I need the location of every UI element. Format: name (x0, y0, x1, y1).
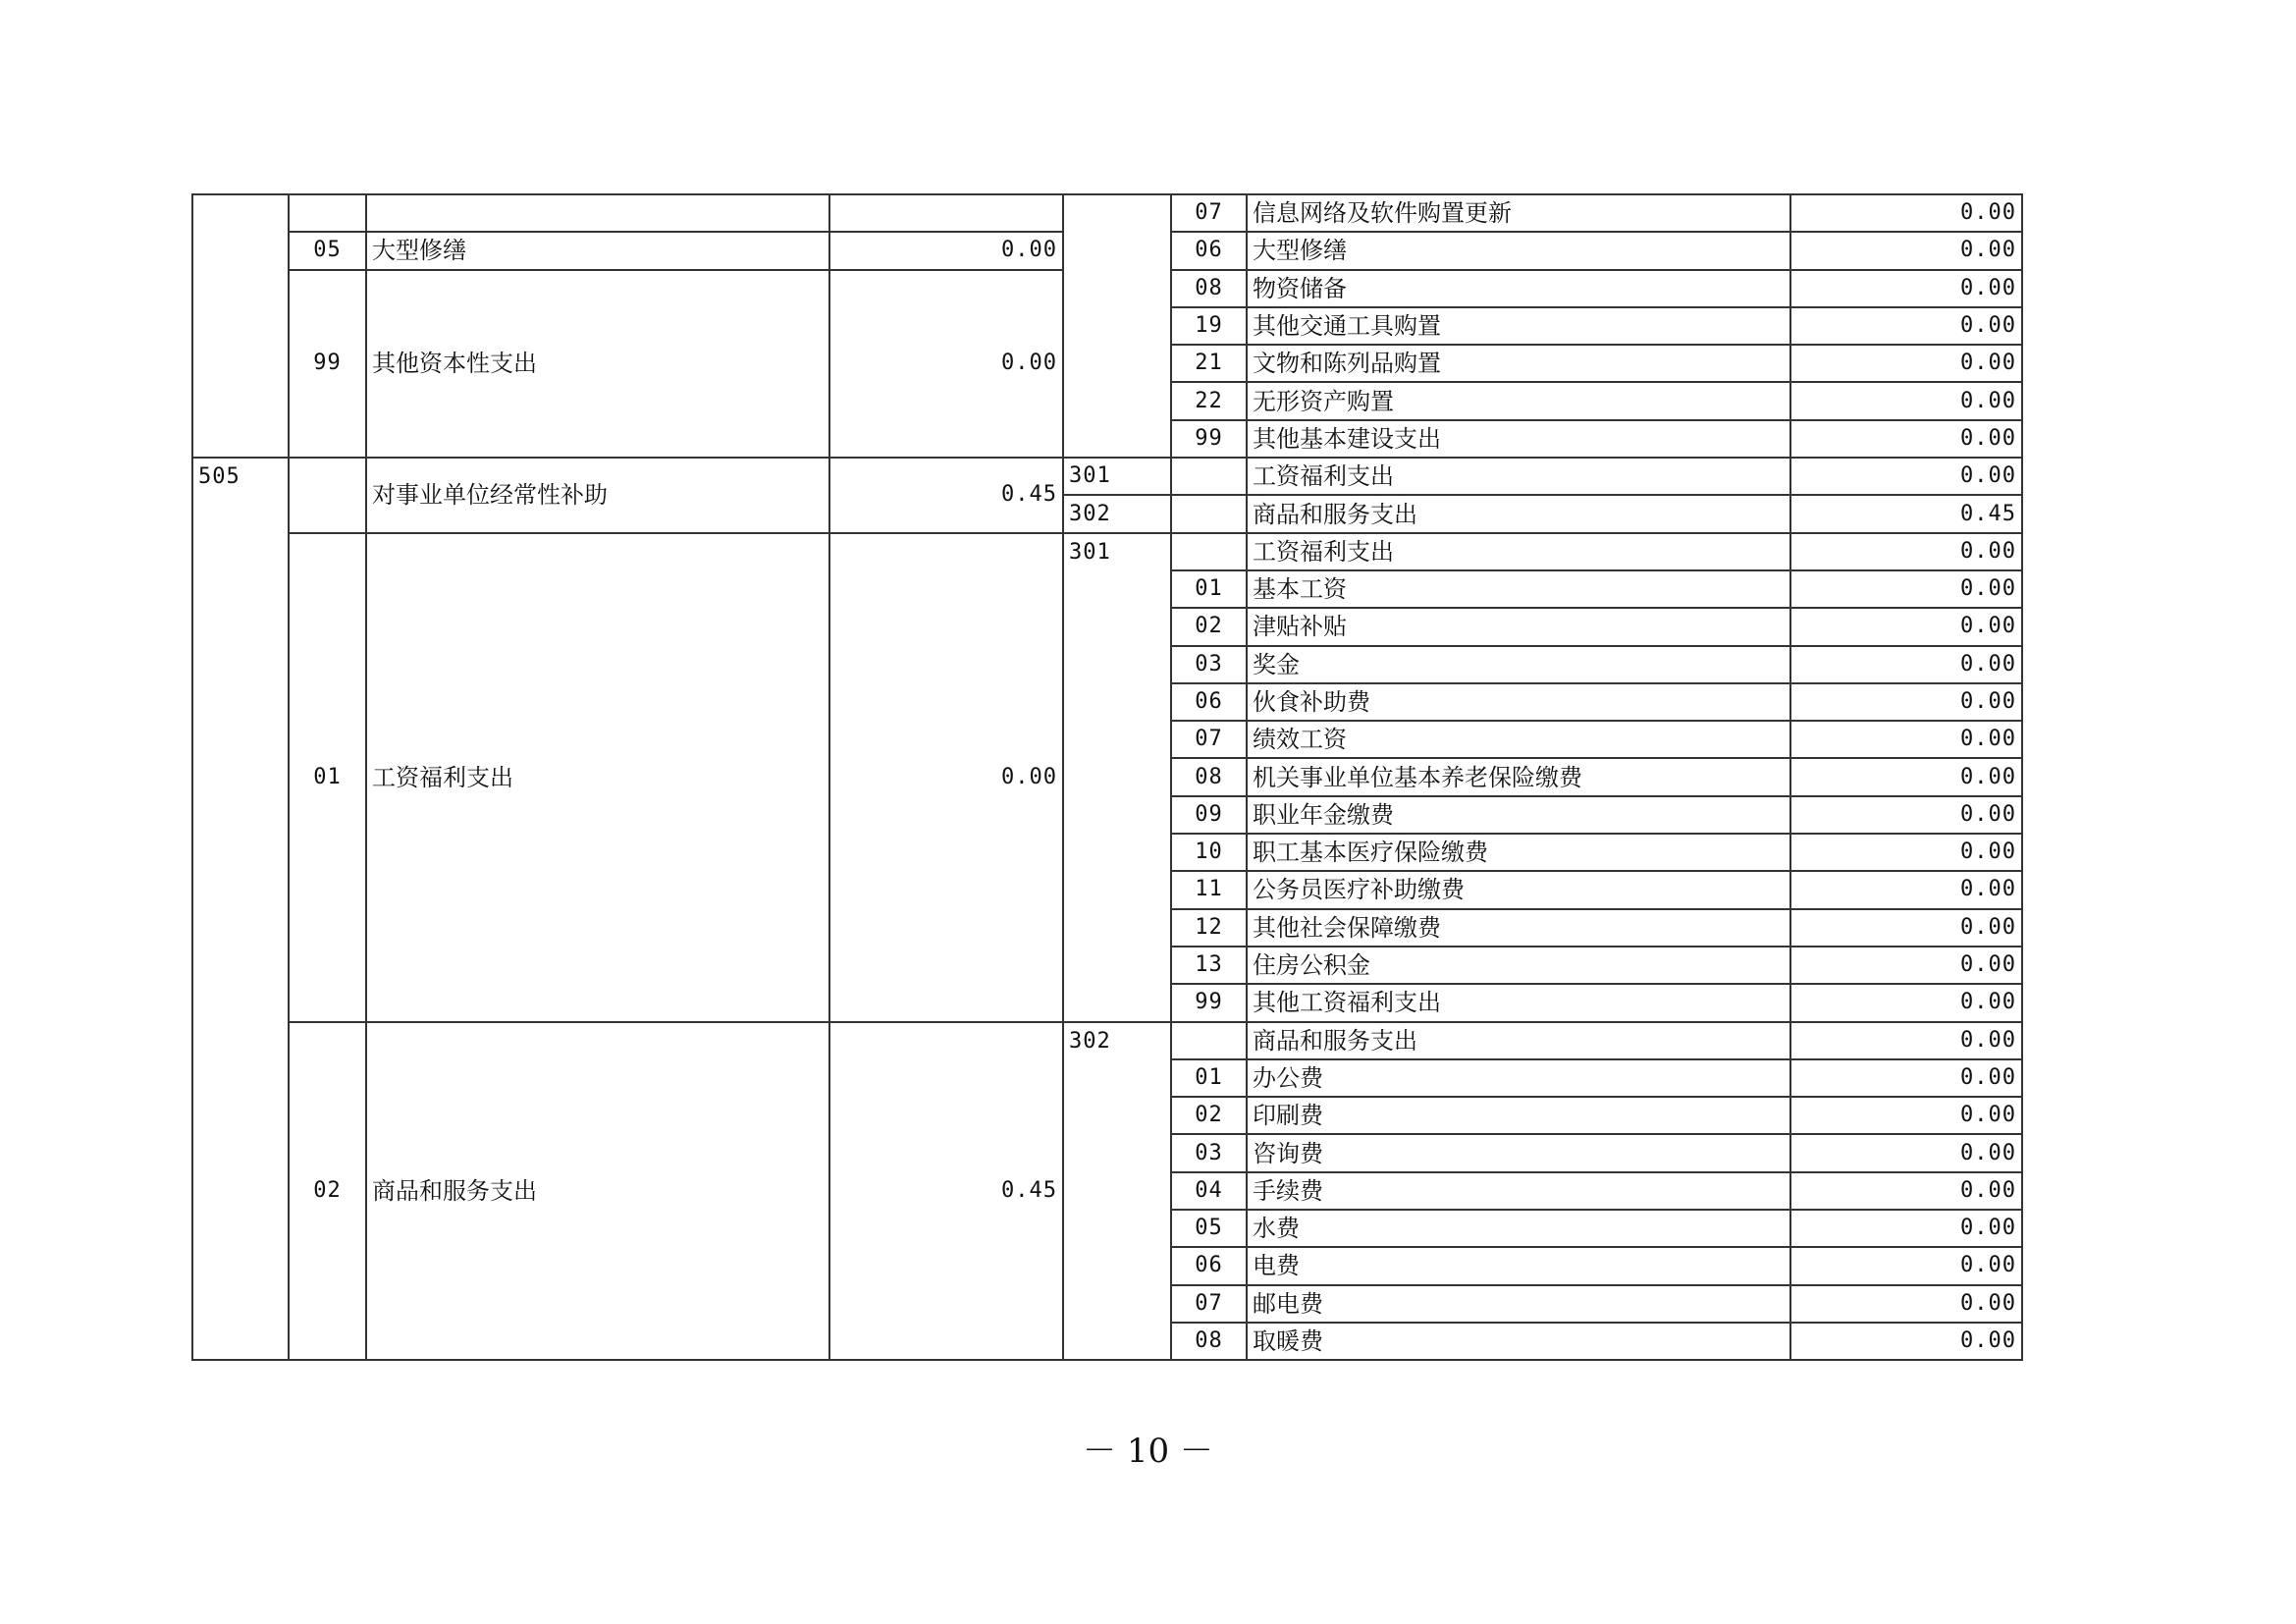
right-item-name: 工资福利支出 (1247, 533, 1790, 570)
right-sub-code: 06 (1171, 683, 1247, 721)
right-item-amount: 0.00 (1790, 382, 2022, 419)
right-sub-code: 13 (1171, 947, 1247, 984)
right-item-amount: 0.00 (1790, 1172, 2022, 1210)
right-sub-code: 08 (1171, 1323, 1247, 1360)
left-sub-code: 01 (289, 533, 366, 1022)
right-item-name: 无形资产购置 (1247, 382, 1790, 419)
right-item-amount: 0.00 (1790, 307, 2022, 345)
right-item-name: 绩效工资 (1247, 721, 1790, 758)
right-item-amount: 0.00 (1790, 871, 2022, 908)
left-item-name: 对事业单位经常性补助 (366, 458, 829, 533)
right-item-amount: 0.00 (1790, 1210, 2022, 1247)
right-sub-code: 02 (1171, 1097, 1247, 1134)
category-code-505: 505 (192, 458, 289, 1360)
left-sub-code: 99 (289, 270, 366, 458)
right-item-amount: 0.00 (1790, 458, 2022, 495)
right-item-name: 大型修缮 (1247, 232, 1790, 269)
right-item-amount: 0.00 (1790, 683, 2022, 721)
right-item-name: 电费 (1247, 1247, 1790, 1284)
budget-table (191, 193, 2023, 1361)
table-row (192, 458, 2022, 495)
right-item-name: 咨询费 (1247, 1134, 1790, 1171)
left-sub-code: 02 (289, 1022, 366, 1361)
right-sub-code: 19 (1171, 307, 1247, 345)
right-sub-code: 07 (1171, 1285, 1247, 1323)
right-item-amount: 0.00 (1790, 947, 2022, 984)
right-item-amount: 0.00 (1790, 1022, 2022, 1059)
right-sub-code: 11 (1171, 871, 1247, 908)
right-item-amount: 0.00 (1790, 1059, 2022, 1097)
right-sub-code: 03 (1171, 646, 1247, 683)
right-item-amount: 0.45 (1790, 495, 2022, 532)
right-item-amount: 0.00 (1790, 1285, 2022, 1323)
left-item-name: 其他资本性支出 (366, 270, 829, 458)
left-item-amount: 0.00 (829, 270, 1063, 458)
right-item-name: 职工基本医疗保险缴费 (1247, 834, 1790, 871)
right-item-name: 基本工资 (1247, 570, 1790, 608)
right-item-name: 办公费 (1247, 1059, 1790, 1097)
right-item-name: 其他交通工具购置 (1247, 307, 1790, 345)
right-item-amount: 0.00 (1790, 721, 2022, 758)
right-item-amount: 0.00 (1790, 270, 2022, 307)
right-group-code: 301 (1063, 458, 1171, 495)
left-item-name: 大型修缮 (366, 232, 829, 269)
right-item-amount: 0.00 (1790, 194, 2022, 232)
right-sub-code: 06 (1171, 232, 1247, 269)
right-item-amount: 0.00 (1790, 1247, 2022, 1284)
left-item-name: 工资福利支出 (366, 533, 829, 1022)
right-sub-code (1171, 1022, 1247, 1059)
left-item-amount: 0.45 (829, 458, 1063, 533)
right-sub-code: 06 (1171, 1247, 1247, 1284)
right-item-name: 住房公积金 (1247, 947, 1790, 984)
right-sub-code: 99 (1171, 420, 1247, 458)
table-row (192, 194, 2022, 232)
table-row (192, 1022, 2022, 1059)
right-sub-code: 01 (1171, 570, 1247, 608)
right-sub-code: 99 (1171, 984, 1247, 1021)
right-sub-code: 09 (1171, 796, 1247, 834)
left-item-amount (829, 194, 1063, 232)
right-sub-code: 08 (1171, 758, 1247, 795)
right-group-code: 302 (1063, 495, 1171, 532)
right-item-amount: 0.00 (1790, 420, 2022, 458)
right-item-amount: 0.00 (1790, 758, 2022, 795)
right-item-name: 商品和服务支出 (1247, 1022, 1790, 1059)
right-sub-code: 07 (1171, 721, 1247, 758)
right-item-name: 物资储备 (1247, 270, 1790, 307)
right-item-name: 其他工资福利支出 (1247, 984, 1790, 1021)
table-row (192, 533, 2022, 570)
right-item-name: 其他社会保障缴费 (1247, 909, 1790, 947)
right-item-name: 取暖费 (1247, 1323, 1790, 1360)
right-item-name: 手续费 (1247, 1172, 1790, 1210)
right-item-name: 职业年金缴费 (1247, 796, 1790, 834)
right-sub-code: 04 (1171, 1172, 1247, 1210)
right-item-name: 伙食补助费 (1247, 683, 1790, 721)
right-item-name: 印刷费 (1247, 1097, 1790, 1134)
dash-code-cell (192, 194, 289, 458)
right-sub-code: 12 (1171, 909, 1247, 947)
right-group-code: 302 (1063, 1022, 1171, 1361)
left-sub-code: 05 (289, 232, 366, 269)
right-sub-code (1171, 533, 1247, 570)
left-sub-code (289, 458, 366, 533)
right-item-name: 工资福利支出 (1247, 458, 1790, 495)
right-item-name: 津贴补贴 (1247, 608, 1790, 645)
right-item-amount: 0.00 (1790, 1097, 2022, 1134)
right-item-amount: 0.00 (1790, 834, 2022, 871)
left-sub-code (289, 194, 366, 232)
right-item-name: 其他基本建设支出 (1247, 420, 1790, 458)
right-item-name: 文物和陈列品购置 (1247, 345, 1790, 382)
right-sub-code: 01 (1171, 1059, 1247, 1097)
right-item-amount: 0.00 (1790, 533, 2022, 570)
right-sub-code (1171, 458, 1247, 495)
right-item-name: 奖金 (1247, 646, 1790, 683)
right-sub-code: 10 (1171, 834, 1247, 871)
right-item-amount: 0.00 (1790, 984, 2022, 1021)
right-group-code: 301 (1063, 533, 1171, 1022)
left-item-name: 商品和服务支出 (366, 1022, 829, 1361)
right-item-name: 商品和服务支出 (1247, 495, 1790, 532)
right-sub-code: 21 (1171, 345, 1247, 382)
right-item-name: 公务员医疗补助缴费 (1247, 871, 1790, 908)
right-item-name: 机关事业单位基本养老保险缴费 (1247, 758, 1790, 795)
left-item-name (366, 194, 829, 232)
right-item-amount: 0.00 (1790, 345, 2022, 382)
left-item-amount: 0.00 (829, 533, 1063, 1022)
right-sub-code: 07 (1171, 194, 1247, 232)
right-item-amount: 0.00 (1790, 608, 2022, 645)
right-item-amount: 0.00 (1790, 232, 2022, 269)
right-item-amount: 0.00 (1790, 570, 2022, 608)
left-item-amount: 0.00 (829, 232, 1063, 269)
right-sub-code: 22 (1171, 382, 1247, 419)
right-item-amount: 0.00 (1790, 1323, 2022, 1360)
right-item-name: 信息网络及软件购置更新 (1247, 194, 1790, 232)
right-item-amount: 0.00 (1790, 909, 2022, 947)
right-group-code-cell (1063, 194, 1171, 458)
left-item-amount: 0.45 (829, 1022, 1063, 1361)
right-sub-code: 05 (1171, 1210, 1247, 1247)
page-number: － 10 － (1083, 1432, 1213, 1471)
right-item-amount: 0.00 (1790, 796, 2022, 834)
right-sub-code (1171, 495, 1247, 532)
right-item-name: 邮电费 (1247, 1285, 1790, 1323)
right-item-name: 水费 (1247, 1210, 1790, 1247)
right-sub-code: 02 (1171, 608, 1247, 645)
right-item-amount: 0.00 (1790, 646, 2022, 683)
right-item-amount: 0.00 (1790, 1134, 2022, 1171)
right-sub-code: 08 (1171, 270, 1247, 307)
right-sub-code: 03 (1171, 1134, 1247, 1171)
